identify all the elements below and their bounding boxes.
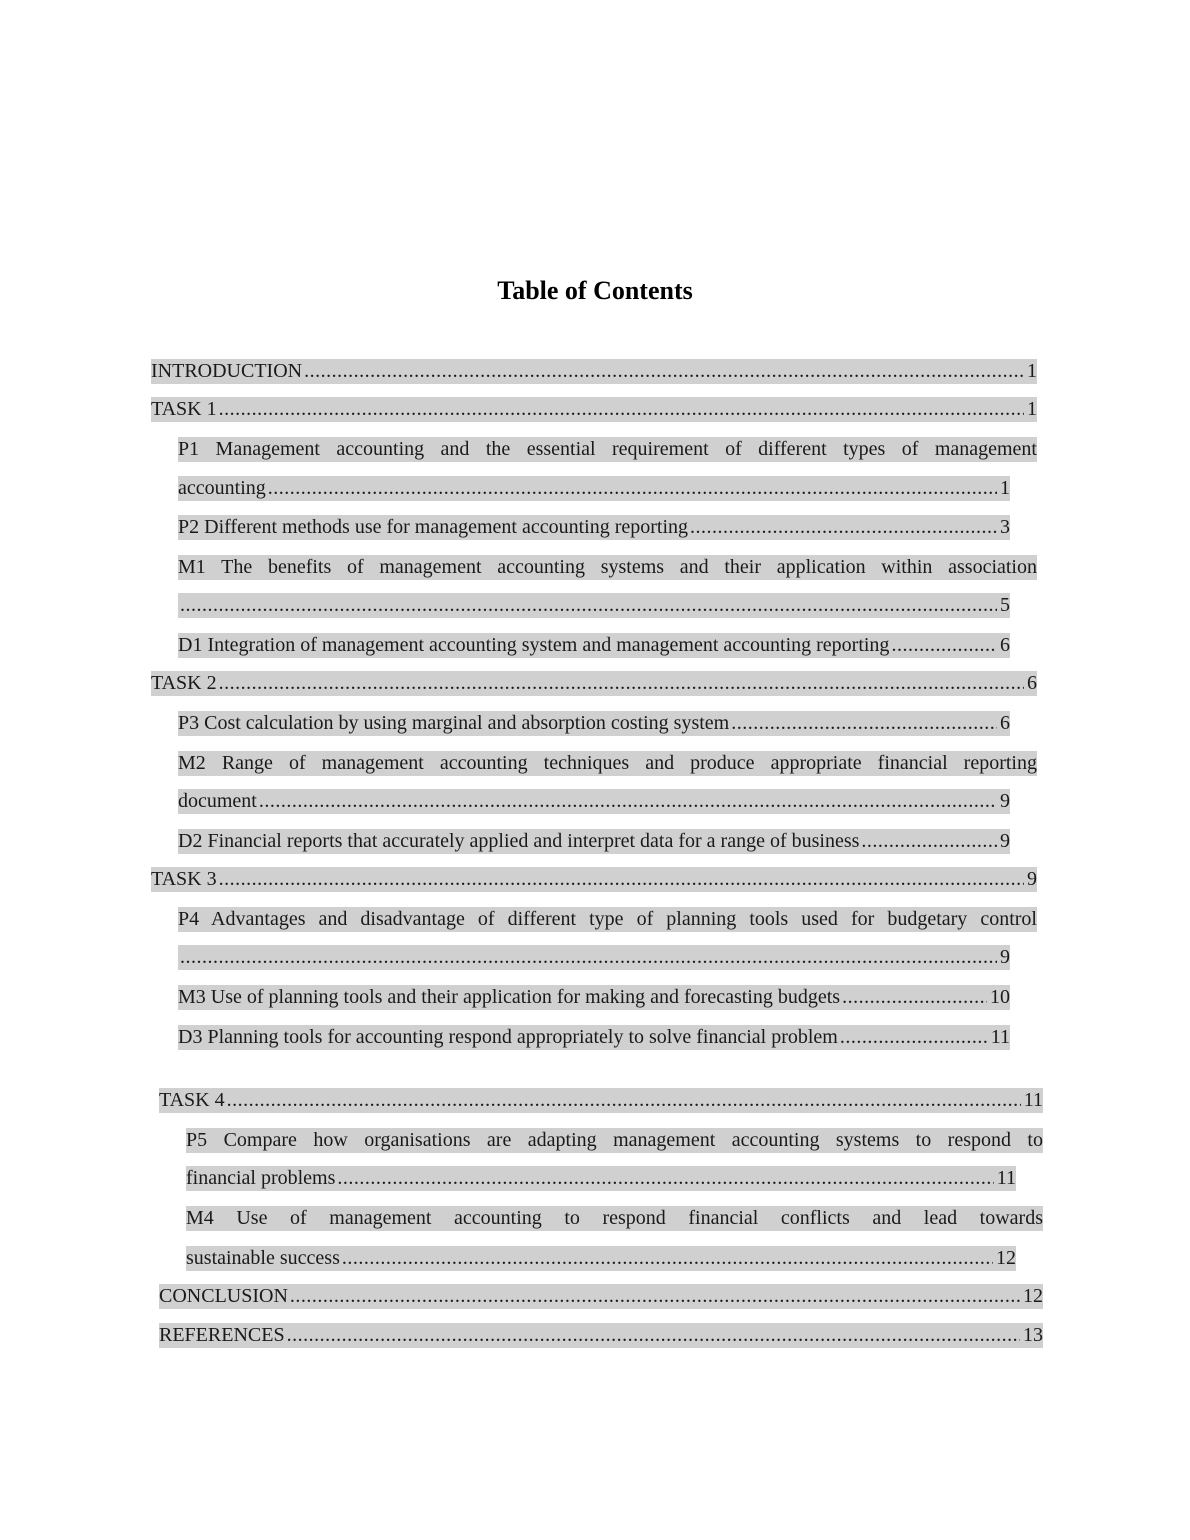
- toc-page-number: 9: [1027, 868, 1037, 890]
- toc-entry-text: REFERENCES: [159, 1324, 285, 1346]
- toc-entry-p5-line2[interactable]: [186, 1166, 1016, 1191]
- toc-entry-task2[interactable]: [151, 671, 1037, 696]
- toc-entry-text: TASK 1: [151, 398, 217, 420]
- toc-entry-text: document: [178, 790, 257, 812]
- toc-page-number: 6: [1000, 634, 1010, 656]
- toc-leader-dots: [219, 671, 1024, 696]
- toc-entry-text: M3 Use of planning tools and their application for making and forecasting budgets: [178, 986, 841, 1008]
- toc-entry-m4-line2[interactable]: [186, 1246, 1016, 1271]
- toc-leader-dots: [342, 1246, 993, 1271]
- toc-entry-text: sustainable success: [186, 1247, 340, 1269]
- toc-leader-dots: [861, 829, 997, 854]
- toc-entry-p5-line1[interactable]: P5 Compare how organisations are adapting management accounting systems to respond to: [186, 1129, 1043, 1151]
- toc-entry-p2[interactable]: [178, 515, 1010, 540]
- toc-entry-introduction[interactable]: [151, 359, 1037, 384]
- toc-entry-task3[interactable]: [151, 867, 1037, 892]
- toc-page-number: 9: [1000, 830, 1010, 852]
- toc-page-number: 12: [996, 1247, 1016, 1269]
- toc-page-number: 5: [1000, 594, 1010, 616]
- toc-page-number: 3: [1000, 516, 1010, 538]
- toc-entry-task1[interactable]: [151, 397, 1037, 422]
- toc-page-number: 6: [1000, 712, 1010, 734]
- toc-page-number: 1: [1027, 360, 1037, 382]
- toc-entry-references[interactable]: [159, 1323, 1043, 1348]
- toc-entry-text: accounting: [178, 477, 266, 499]
- toc-leader-dots: [259, 789, 997, 814]
- toc-entry-text: D2 Financial reports that accurately applied and interpret data for a range of business: [178, 830, 860, 852]
- toc-page-number: 11: [990, 1026, 1010, 1048]
- toc-entry-p1-line2[interactable]: [178, 476, 1010, 501]
- toc-entry-text: D3 Planning tools for accounting respond appropriately to solve financial problem: [178, 1026, 838, 1048]
- toc-entry-m2-line1[interactable]: M2 Range of management accounting techniques and produce appropriate financial reporting: [178, 752, 1037, 774]
- page-title: Table of Contents: [497, 276, 693, 305]
- toc-leader-dots: [891, 633, 997, 658]
- toc-page-number: 11: [996, 1167, 1016, 1189]
- toc-entry-text: TASK 2: [151, 672, 217, 694]
- toc-page-number: 9: [1000, 790, 1010, 812]
- toc-entry-text: TASK 3: [151, 868, 217, 890]
- toc-leader-dots: [180, 593, 997, 618]
- toc-leader-dots: [840, 1025, 988, 1050]
- toc-entry-p4-line2[interactable]: [178, 945, 1010, 970]
- toc-leader-dots: [287, 1323, 1020, 1348]
- toc-page-number: 13: [1023, 1324, 1043, 1346]
- toc-page-number: 9: [1000, 946, 1010, 968]
- toc-page-number: 1: [1027, 398, 1037, 420]
- toc-entry-text: CONCLUSION: [159, 1285, 288, 1307]
- toc-leader-dots: [180, 945, 997, 970]
- toc-entry-text: financial problems: [186, 1167, 336, 1189]
- toc-page-number: 6: [1027, 672, 1037, 694]
- toc-entry-text: P2 Different methods use for management accounting reporting: [178, 516, 689, 538]
- toc-entry-m3[interactable]: [178, 985, 1010, 1010]
- toc-entry-m1-line2[interactable]: [178, 593, 1010, 618]
- toc-entry-m4-line1[interactable]: M4 Use of management accounting to respond financial conflicts and lead towards: [186, 1207, 1043, 1229]
- toc-leader-dots: [304, 359, 1024, 384]
- toc-leader-dots: [219, 867, 1024, 892]
- toc-entry-m1-line1[interactable]: M1 The benefits of management accounting systems and their application within association: [178, 556, 1037, 578]
- toc-page-number: 1: [1000, 477, 1010, 499]
- toc-leader-dots: [731, 711, 997, 736]
- toc-leader-dots: [842, 985, 987, 1010]
- toc-entry-d1[interactable]: [178, 633, 1010, 658]
- toc-entry-text: TASK 4: [159, 1089, 225, 1111]
- toc-entry-p3[interactable]: [178, 711, 1010, 736]
- toc-entry-task4[interactable]: [159, 1088, 1043, 1113]
- toc-entry-m2-line2[interactable]: [178, 789, 1010, 814]
- toc-entry-p1-line1[interactable]: P1 Management accounting and the essential requirement of different types of management: [178, 438, 1037, 460]
- toc-leader-dots: [290, 1284, 1020, 1309]
- toc-leader-dots: [337, 1166, 993, 1191]
- toc-leader-dots: [227, 1088, 1021, 1113]
- toc-entry-text: INTRODUCTION: [151, 360, 303, 382]
- toc-page-number: 11: [1023, 1089, 1043, 1111]
- toc-page-number: 12: [1023, 1285, 1043, 1307]
- toc-entry-text: D1 Integration of management accounting system and management accounting reporting: [178, 634, 890, 656]
- toc-page-number: 10: [990, 986, 1010, 1008]
- toc-leader-dots: [690, 515, 997, 540]
- toc-leader-dots: [219, 397, 1024, 422]
- toc-entry-d2[interactable]: [178, 829, 1010, 854]
- toc-entry-text: P3 Cost calculation by using marginal and absorption costing system: [178, 712, 730, 734]
- toc-entry-p4-line1[interactable]: P4 Advantages and disadvantage of different type of planning tools used for budgetary control: [178, 908, 1037, 930]
- toc-entry-conclusion[interactable]: [159, 1284, 1043, 1309]
- toc-entry-d3[interactable]: [178, 1025, 1010, 1050]
- toc-leader-dots: [268, 476, 997, 501]
